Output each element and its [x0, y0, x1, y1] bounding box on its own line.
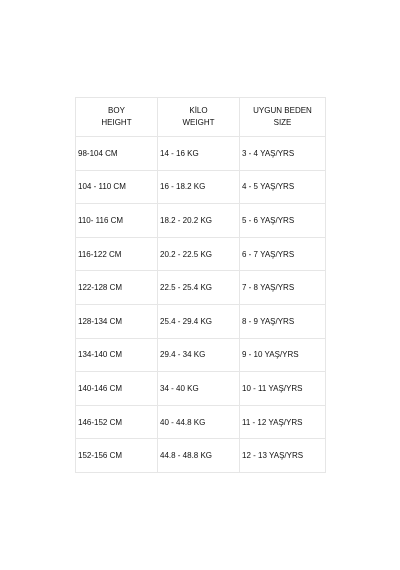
table-row	[76, 137, 326, 171]
weight-cell: 40 - 44.8 KG	[158, 405, 240, 439]
height-cell: 152-156 CM	[76, 439, 158, 473]
table-row	[76, 170, 326, 204]
weight-cell: 25.4 - 29.4 KG	[158, 304, 240, 338]
weight-cell: 18.2 - 20.2 KG	[158, 204, 240, 238]
size-cell: 12 - 13 YAŞ/YRS	[240, 439, 326, 473]
weight-cell: 16 - 18.2 KG	[158, 170, 240, 204]
header-size	[240, 98, 326, 137]
size-cell: 3 - 4 YAŞ/YRS	[240, 137, 326, 171]
header-weight-en: WEIGHT	[182, 118, 215, 127]
size-cell: 5 - 6 YAŞ/YRS	[240, 204, 326, 238]
table-row	[76, 204, 326, 238]
table-row	[76, 304, 326, 338]
table-row	[76, 271, 326, 305]
table-row	[76, 439, 326, 473]
size-cell: 8 - 9 YAŞ/YRS	[240, 304, 326, 338]
height-cell: 116-122 CM	[76, 237, 158, 271]
table-row	[76, 237, 326, 271]
height-cell: 122-128 CM	[76, 271, 158, 305]
size-cell: 6 - 7 YAŞ/YRS	[240, 237, 326, 271]
weight-cell: 29.4 - 34 KG	[158, 338, 240, 372]
height-cell: 104 - 110 CM	[76, 170, 158, 204]
header-height-tr: BOY	[108, 106, 125, 115]
header-size-tr: UYGUN BEDEN	[253, 106, 312, 115]
size-cell: 7 - 8 YAŞ/YRS	[240, 271, 326, 305]
size-cell: 9 - 10 YAŞ/YRS	[240, 338, 326, 372]
weight-cell: 14 - 16 KG	[158, 137, 240, 171]
table-row	[76, 372, 326, 406]
size-cell: 4 - 5 YAŞ/YRS	[240, 170, 326, 204]
weight-cell: 44.8 - 48.8 KG	[158, 439, 240, 473]
size-chart-table	[75, 97, 326, 473]
height-cell: 146-152 CM	[76, 405, 158, 439]
header-size-en: SIZE	[273, 118, 292, 127]
header-height	[76, 98, 158, 137]
height-cell: 98-104 CM	[76, 137, 158, 171]
height-cell: 110- 116 CM	[76, 204, 158, 238]
header-weight	[158, 98, 240, 137]
size-cell: 11 - 12 YAŞ/YRS	[240, 405, 326, 439]
height-cell: 134-140 CM	[76, 338, 158, 372]
height-cell: 128-134 CM	[76, 304, 158, 338]
weight-cell: 34 - 40 KG	[158, 372, 240, 406]
weight-cell: 22.5 - 25.4 KG	[158, 271, 240, 305]
size-cell: 10 - 11 YAŞ/YRS	[240, 372, 326, 406]
header-height-en: HEIGHT	[101, 118, 132, 127]
table-row	[76, 338, 326, 372]
height-cell: 140-146 CM	[76, 372, 158, 406]
header-weight-tr: KİLO	[189, 106, 208, 115]
table-header-row	[76, 98, 326, 137]
weight-cell: 20.2 - 22.5 KG	[158, 237, 240, 271]
table-row	[76, 405, 326, 439]
